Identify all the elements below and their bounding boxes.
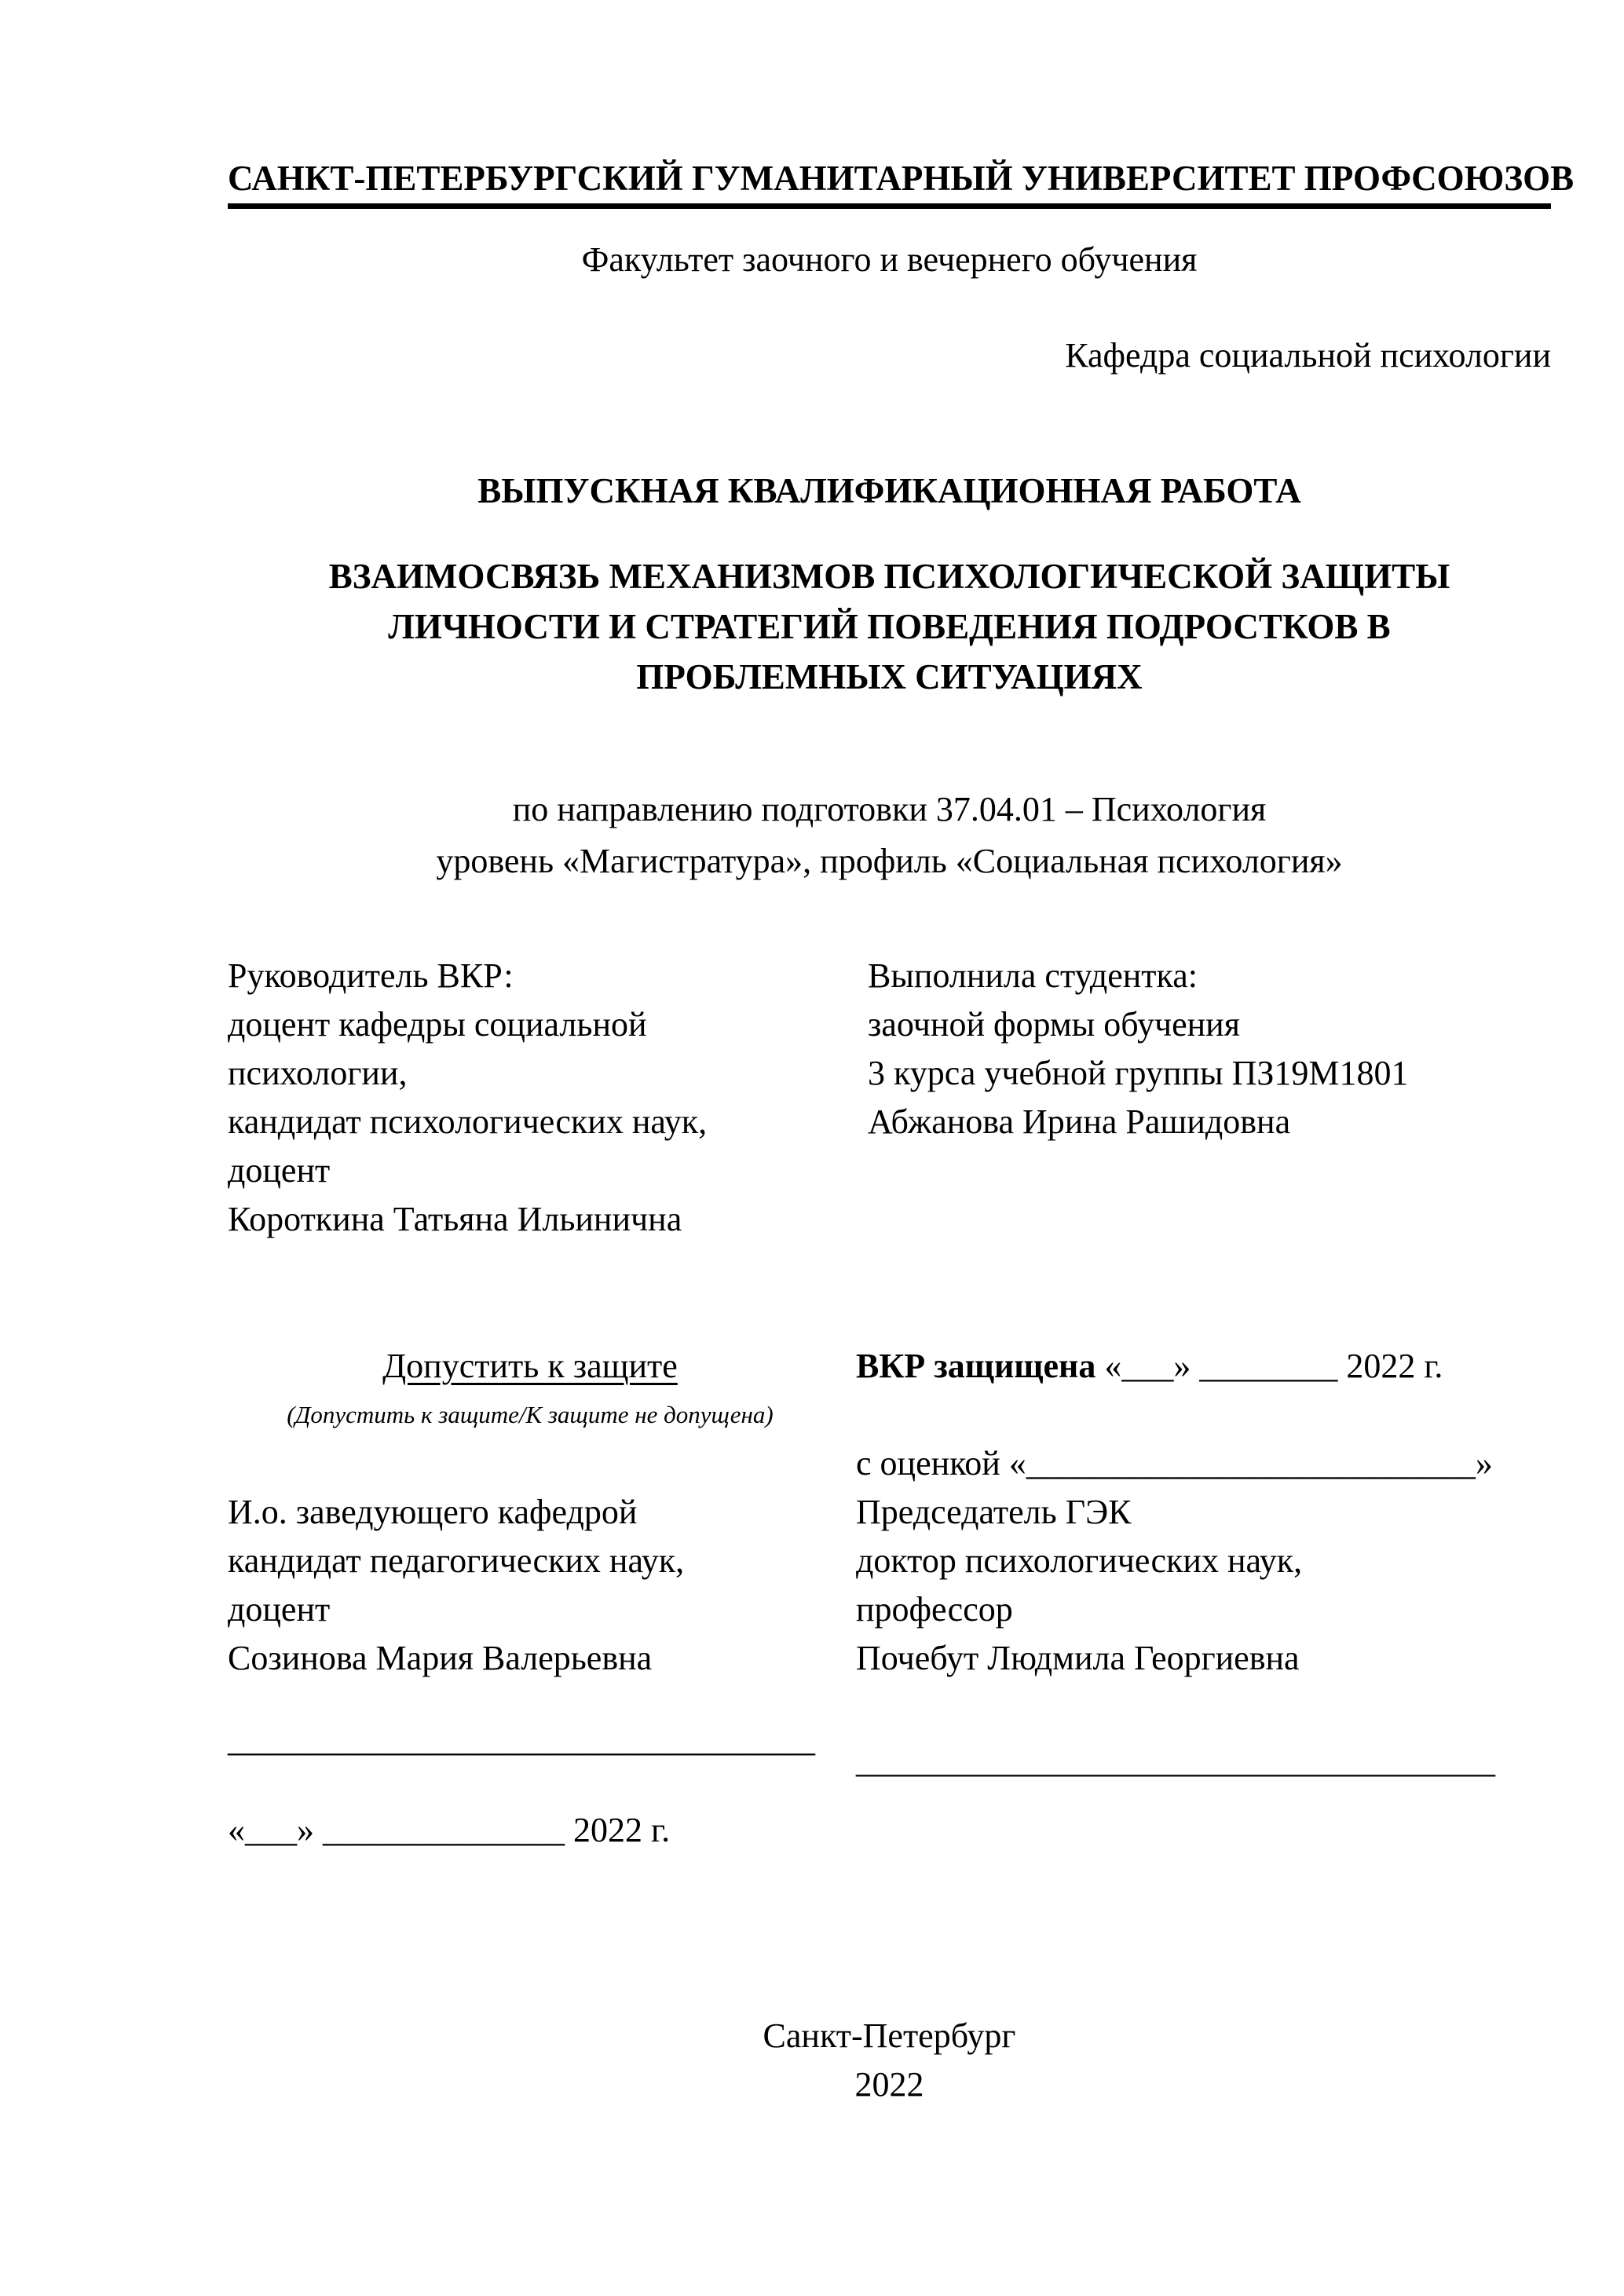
faculty-name: Факультет заочного и вечернего обучения xyxy=(581,240,1198,279)
spacer xyxy=(228,1439,832,1488)
thesis-title-line: ПРОБЛЕМНЫХ СИТУАЦИЯХ xyxy=(636,657,1143,696)
defense-chair-name: Почебут Людмила Георгиевна xyxy=(856,1639,1300,1677)
defense-defended-label: ВКР защищена xyxy=(856,1347,1096,1385)
supervisor-label: Руководитель ВКР: xyxy=(228,956,514,995)
admission-block xyxy=(228,1342,832,1683)
thesis-title-line: ВЗАИМОСВЯЗЬ МЕХАНИЗМОВ ПСИХОЛОГИЧЕСКОЙ ЗАЩИТЫ xyxy=(328,557,1450,596)
defense-defended-date: «___» ________ 2022 г. xyxy=(1095,1347,1443,1385)
admission-official-line: И.о. заведующего кафедрой xyxy=(228,1493,638,1531)
supervisor-name: Короткина Татьяна Ильинична xyxy=(228,1200,682,1238)
defense-grade-line: с оценкой «__________________________» xyxy=(856,1444,1493,1483)
header-rule xyxy=(228,203,1551,209)
supervisor-line: кандидат психологических наук, xyxy=(228,1102,708,1141)
admission-decision: Допустить к защите xyxy=(382,1347,678,1385)
admission-official-name: Созинова Мария Валерьевна xyxy=(228,1639,653,1677)
department-name: Кафедра социальной психологии xyxy=(1065,336,1551,375)
work-type: ВЫПУСКНАЯ КВАЛИФИКАЦИОННАЯ РАБОТА xyxy=(477,471,1301,510)
thesis-title-line: ЛИЧНОСТИ И СТРАТЕГИЙ ПОВЕДЕНИЯ ПОДРОСТКОВ В xyxy=(388,607,1391,646)
supervisor-line: психологии, xyxy=(228,1054,408,1092)
student-label: Выполнила студентка: xyxy=(868,956,1198,995)
spacer xyxy=(856,1391,1516,1439)
student-line: заочной формы обучения xyxy=(868,1005,1240,1044)
supervisor-block xyxy=(228,952,832,1244)
defense-signature-line: _____________________________________ xyxy=(856,1742,1495,1780)
admission-signature-line: __________________________________ xyxy=(228,1720,815,1759)
thesis-title xyxy=(228,551,1551,702)
footer-year: 2022 xyxy=(854,2065,924,2104)
footer-block xyxy=(228,2012,1551,2109)
program-block xyxy=(228,784,1551,887)
admission-official-line: доцент xyxy=(228,1590,331,1629)
defense-chair-line: Председатель ГЭК xyxy=(856,1493,1132,1531)
defense-block xyxy=(856,1342,1516,1683)
program-direction: по направлению подготовки 37.04.01 – Психология xyxy=(512,790,1267,828)
defense-chair-line: доктор психологических наук, xyxy=(856,1541,1303,1580)
footer-city: Санкт-Петербург xyxy=(763,2016,1016,2055)
defense-defended-line xyxy=(856,1342,1516,1391)
supervisor-line: доцент кафедры социальной xyxy=(228,1005,647,1044)
student-name: Абжанова Ирина Рашидовна xyxy=(868,1102,1291,1141)
admission-note: (Допустить к защите/К защите не допущена) xyxy=(287,1401,774,1428)
student-line: 3 курса учебной группы ПЗ19М1801 xyxy=(868,1054,1409,1092)
supervisor-line: доцент xyxy=(228,1151,331,1190)
defense-chair-line: профессор xyxy=(856,1590,1013,1629)
admission-date-line: «___» ______________ 2022 г. xyxy=(228,1811,671,1849)
program-level: уровень «Магистратура», профиль «Социальная психология» xyxy=(436,842,1343,880)
student-block xyxy=(868,952,1516,1146)
university-name: САНКТ-ПЕТЕРБУРГСКИЙ ГУМАНИТАРНЫЙ УНИВЕРСИТЕТ ПРОФСОЮЗОВ xyxy=(228,159,1575,198)
admission-official-line: кандидат педагогических наук, xyxy=(228,1541,685,1580)
